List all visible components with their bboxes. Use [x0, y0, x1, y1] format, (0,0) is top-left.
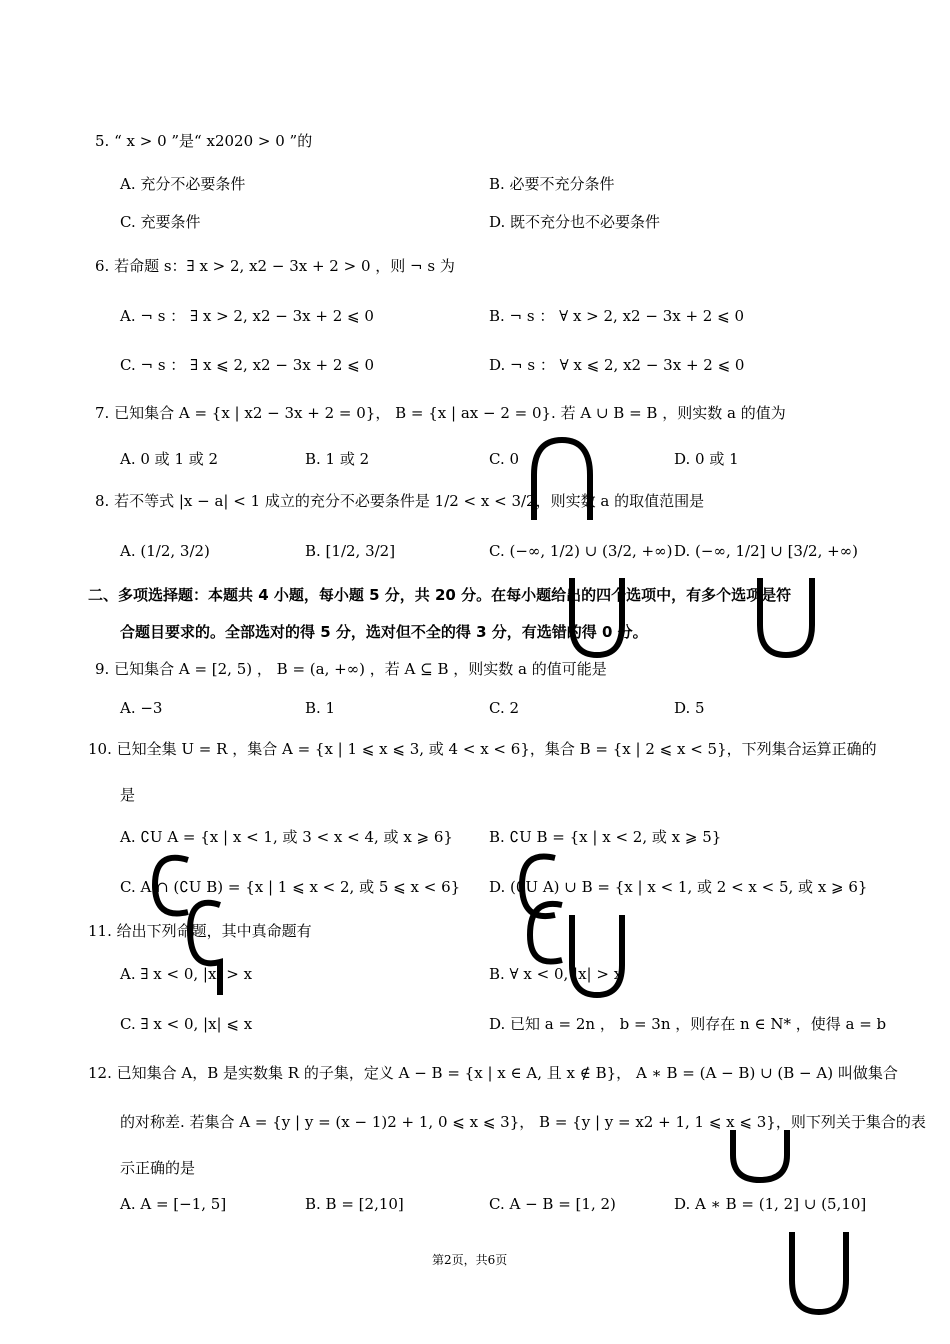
big-complement-glyph-q10d-2	[530, 904, 562, 962]
q6-option-c: C. ¬ s ： ∃ x ⩽ 2, x2 − 3x + 2 ⩽ 0	[120, 356, 375, 374]
big-union-glyph-q8d	[760, 578, 812, 655]
q12-option-b: B. B = [2,10]	[305, 1195, 404, 1213]
big-complement-glyph-q10c	[155, 858, 188, 914]
q7-option-c: C. 0	[489, 450, 520, 468]
q12-stem: 12. 已知集合 A，B 是实数集 R 的子集，定义 A − B = {x | x ∈ A, 且 x ∉ B}， A ∗ B = (A − B) ∪ (B − A) 叫做集合	[88, 1064, 898, 1082]
big-complement-glyph-q10c-2	[190, 903, 220, 995]
q5-option-d: D. 既不充分也不必要条件	[489, 213, 661, 231]
q12-stem-cont2: 示正确的是	[120, 1159, 196, 1177]
q5-option-a: A. 充分不必要条件	[120, 175, 246, 193]
q12-option-d: D. A ∗ B = (1, 2] ∪ (5,10]	[674, 1195, 867, 1213]
q7-option-d: D. 0 或 1	[674, 450, 739, 468]
q8-option-b: B. [1/2, 3/2]	[305, 542, 396, 560]
q5-option-b: B. 必要不充分条件	[489, 175, 615, 193]
q11-option-a: A. ∃ x < 0, |x| > x	[120, 965, 253, 983]
q10-option-d: D. (∁U A) ∪ B = {x | x < 1, 或 2 < x < 5, 或 x ⩾ 6}	[489, 878, 868, 896]
q10-stem: 10. 已知全集 U = R ，集合 A = {x | 1 ⩽ x ⩽ 3, 或 4 < x < 6}，集合 B = {x | 2 ⩽ x < 5}，下列集合运算正确的	[88, 740, 877, 758]
q6-option-b: B. ¬ s ： ∀ x > 2, x2 − 3x + 2 ⩽ 0	[489, 307, 745, 325]
q12-option-a: A. A = [−1, 5]	[120, 1195, 227, 1213]
q11-option-b: B. ∀ x < 0, |x| > x	[489, 965, 623, 983]
q7-option-b: B. 1 或 2	[305, 450, 370, 468]
big-intersection-glyph-q7	[534, 440, 590, 520]
q10-option-a: A. ∁U A = {x | x < 1, 或 3 < x < 4, 或 x ⩾ 6}	[120, 828, 453, 846]
q7-stem: 7. 已知集合 A = {x | x2 − 3x + 2 = 0}， B = {x | ax − 2 = 0}. 若 A ∪ B = B ，则实数 a 的值为	[95, 404, 786, 422]
q9-option-b: B. 1	[305, 699, 336, 717]
q9-option-a: A. −3	[120, 699, 163, 717]
q8-option-a: A. (1/2, 3/2)	[120, 542, 210, 560]
q10-stem-cont: 是	[120, 786, 136, 804]
q9-option-c: C. 2	[489, 699, 520, 717]
q9-option-d: D. 5	[674, 699, 705, 717]
q6-option-d: D. ¬ s ： ∀ x ⩽ 2, x2 − 3x + 2 ⩽ 0	[489, 356, 745, 374]
q8-option-c: C. (−∞, 1/2) ∪ (3/2, +∞)	[489, 542, 673, 560]
big-union-glyph-q12	[733, 1130, 787, 1180]
q10-option-b: B. ∁U B = {x | x < 2, 或 x ⩾ 5}	[489, 828, 722, 846]
q12-option-c: C. A − B = [1, 2)	[489, 1195, 616, 1213]
page-footer: 第2页，共6页	[432, 1253, 508, 1267]
q8-stem: 8. 若不等式 |x − a| < 1 成立的充分不必要条件是 1/2 < x < 3/2，则实数 a 的取值范围是	[95, 492, 705, 510]
q7-option-a: A. 0 或 1 或 2	[120, 450, 219, 468]
q5-option-c: C. 充要条件	[120, 213, 201, 231]
q11-stem: 11. 给出下列命题，其中真命题有	[88, 922, 312, 940]
big-union-glyph-q11b	[572, 915, 622, 995]
q9-stem: 9. 已知集合 A = [2, 5) ， B = (a, +∞) ，若 A ⊆ B ，则实数 a 的值可能是	[95, 660, 607, 678]
q5-stem: 5. “ x > 0 ”是“ x2020 > 0 ”的	[95, 132, 313, 150]
q10-option-c: C. A ∩ (∁U B) = {x | 1 ⩽ x < 2, 或 5 ⩽ x < 6}	[120, 878, 461, 896]
q8-option-d: D. (−∞, 1/2] ∪ [3/2, +∞)	[674, 542, 859, 560]
big-union-glyph-q12d	[792, 1232, 846, 1312]
section-2-heading: 二、多项选择题：本题共 4 小题，每小题 5 分，共 20 分。在每小题给出的四个选项中，有多个选项是符	[88, 586, 792, 604]
q11-option-d: D. 已知 a = 2n ， b = 3n ，则存在 n ∈ N* ，使得 a = b	[489, 1015, 887, 1033]
q11-option-c: C. ∃ x < 0, |x| ⩽ x	[120, 1015, 253, 1033]
q6-stem: 6. 若命题 s：∃ x > 2, x2 − 3x + 2 > 0 ，则 ¬ s 为	[95, 257, 455, 275]
q6-option-a: A. ¬ s ： ∃ x > 2, x2 − 3x + 2 ⩽ 0	[120, 307, 374, 325]
section-2-heading-cont: 合题目要求的。全部选对的得 5 分，选对但不全的得 3 分，有选错的得 0 分。	[120, 623, 648, 641]
q12-stem-cont: 的对称差. 若集合 A = {y | y = (x − 1)2 + 1, 0 ⩽ x ⩽ 3}， B = {y | y = x2 + 1, 1 ⩽ x ⩽ 3}，则下列关于集合的表	[120, 1113, 926, 1131]
big-union-glyph-q8c	[572, 578, 622, 655]
